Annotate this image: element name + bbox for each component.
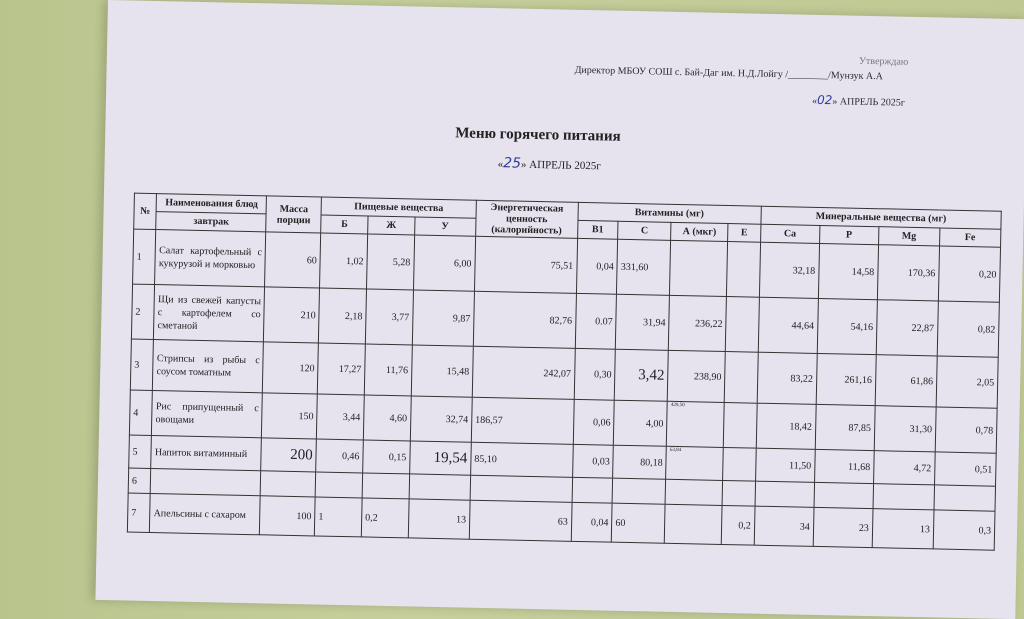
fat-cell: 0,2 bbox=[361, 498, 409, 538]
protein-cell: 2,18 bbox=[319, 288, 367, 344]
energy-cell: 63 bbox=[469, 500, 572, 541]
fe-cell: 2,05 bbox=[936, 356, 998, 408]
row-num: 7 bbox=[127, 493, 150, 532]
approve-date-prefix: « bbox=[811, 95, 818, 107]
c-cell bbox=[612, 478, 665, 504]
c-cell: 4,00 bbox=[614, 400, 668, 446]
mg-cell: 170,36 bbox=[877, 245, 939, 301]
e-cell bbox=[722, 480, 755, 506]
mg-cell: 13 bbox=[872, 509, 934, 549]
approve-date-suffix: » АПРЕЛЬ 2025г bbox=[832, 96, 906, 109]
header-mg: Mg bbox=[878, 227, 939, 246]
header-fe: Fe bbox=[939, 228, 1001, 247]
energy-cell: 75,51 bbox=[474, 236, 577, 293]
a-cell: 63,84 bbox=[666, 446, 724, 480]
menu-date bbox=[498, 155, 602, 173]
mg-cell bbox=[873, 484, 935, 510]
row-num: 5 bbox=[129, 435, 152, 468]
menu-document bbox=[95, 0, 1024, 619]
approve-date-handwritten: 02 bbox=[816, 92, 833, 108]
mass-cell bbox=[260, 471, 315, 497]
c-cell: 80,18 bbox=[613, 445, 667, 479]
ca-cell: 34 bbox=[754, 506, 814, 546]
e-cell bbox=[724, 352, 758, 404]
row-num: 4 bbox=[129, 390, 152, 435]
director-line: Директор МБОУ СОШ с. Бай-Даг им. Н.Д.Лойгу /________/Мунзук А.А bbox=[574, 64, 884, 83]
approve-word: Утверждаю bbox=[858, 55, 909, 68]
row-num: 1 bbox=[133, 229, 157, 284]
b1-cell: 0,04 bbox=[571, 502, 612, 542]
mass-cell: 210 bbox=[264, 287, 320, 343]
dish-name: Стрипсы из рыбы с соусом томатным bbox=[153, 340, 264, 393]
mg-cell: 4,72 bbox=[873, 451, 935, 485]
b1-cell: 0,03 bbox=[572, 444, 613, 478]
header-vitamins: Витамины (мг) bbox=[578, 202, 761, 224]
carb-cell: 9,87 bbox=[412, 290, 474, 346]
header-nutrients: Пищевые вещества bbox=[321, 197, 476, 218]
a-cell: 429,50 bbox=[666, 401, 724, 447]
header-mass: Масса порции bbox=[266, 196, 322, 233]
header-e: E bbox=[728, 224, 761, 243]
p-cell: 11,68 bbox=[814, 449, 874, 483]
fat-cell bbox=[362, 473, 409, 499]
energy-cell: 242,07 bbox=[472, 346, 575, 399]
protein-cell: 1 bbox=[315, 497, 363, 537]
c-cell: 3,42 bbox=[615, 349, 669, 401]
fat-cell: 4,60 bbox=[363, 395, 411, 441]
fe-cell bbox=[934, 485, 996, 511]
dish-name: Напиток витаминный bbox=[151, 436, 262, 471]
c-cell: 31,94 bbox=[616, 294, 670, 350]
c-cell: 331,60 bbox=[617, 239, 671, 295]
protein-cell: 3,44 bbox=[317, 394, 365, 440]
mass-cell: 60 bbox=[265, 232, 321, 288]
b1-cell bbox=[572, 477, 613, 503]
ca-cell: 83,22 bbox=[757, 352, 817, 404]
header-zh: Ж bbox=[368, 216, 415, 235]
header-energy: Энергетическая ценность (калорийность) bbox=[476, 200, 578, 238]
carb-cell: 13 bbox=[408, 499, 470, 539]
b1-cell: 0.07 bbox=[575, 293, 617, 349]
row-num: 6 bbox=[128, 468, 151, 493]
header-meal: завтрак bbox=[156, 212, 266, 232]
energy-cell: 85,10 bbox=[471, 442, 573, 477]
c-cell: 60 bbox=[612, 503, 666, 543]
header-u: У bbox=[414, 217, 475, 236]
menu-table bbox=[127, 193, 1002, 551]
menu-date-handwritten: 25 bbox=[502, 155, 522, 172]
energy-cell bbox=[470, 475, 572, 502]
fat-cell: 11,76 bbox=[364, 344, 412, 396]
header-b: Б bbox=[321, 215, 368, 234]
p-cell: 23 bbox=[813, 507, 873, 547]
header-p: P bbox=[819, 225, 878, 244]
protein-cell: 0,46 bbox=[316, 439, 363, 473]
carb-cell: 6,00 bbox=[413, 235, 475, 291]
mass-cell: 150 bbox=[262, 393, 318, 439]
carb-cell: 19,54 bbox=[409, 441, 471, 475]
e-cell bbox=[723, 447, 756, 481]
a-cell bbox=[664, 504, 722, 544]
protein-cell bbox=[315, 472, 362, 498]
header-a: А (мкг) bbox=[671, 222, 728, 241]
header-ca: Ca bbox=[760, 224, 819, 243]
a-cell: 238,90 bbox=[667, 350, 725, 402]
fe-cell: 0,82 bbox=[937, 301, 999, 357]
dish-name: Салат картофельный с кукурузой и морковью bbox=[155, 230, 266, 287]
energy-cell: 186,57 bbox=[471, 397, 574, 444]
a-cell: 236,22 bbox=[669, 295, 727, 351]
dish-name: Рис припущенный с овощами bbox=[152, 391, 263, 438]
ca-cell: 18,42 bbox=[756, 403, 816, 449]
fat-cell: 3,77 bbox=[365, 289, 413, 345]
protein-cell: 1,02 bbox=[320, 233, 368, 289]
p-cell: 14,58 bbox=[818, 243, 878, 299]
carb-cell bbox=[409, 474, 471, 500]
mass-cell: 200 bbox=[261, 438, 317, 472]
e-cell bbox=[725, 297, 759, 353]
dish-name: Щи из свежей капусты с картофелем со сметаной bbox=[154, 285, 265, 342]
fat-cell: 5,28 bbox=[367, 234, 415, 290]
header-name: Наименования блюд bbox=[156, 194, 266, 214]
fe-cell: 0,51 bbox=[934, 452, 996, 486]
mass-cell: 120 bbox=[263, 342, 319, 394]
fe-cell: 0,78 bbox=[935, 407, 997, 453]
mg-cell: 61,86 bbox=[875, 355, 937, 407]
ca-cell bbox=[755, 481, 815, 507]
a-cell bbox=[670, 240, 728, 296]
p-cell bbox=[814, 482, 874, 508]
fe-cell: 0,3 bbox=[933, 510, 995, 550]
b1-cell: 0,04 bbox=[576, 238, 618, 294]
e-cell bbox=[723, 402, 756, 448]
header-b1: B1 bbox=[577, 220, 618, 239]
ca-cell: 11,50 bbox=[755, 448, 815, 482]
row-num: 3 bbox=[130, 339, 153, 390]
page-title: Меню горячего питания bbox=[455, 125, 621, 145]
energy-cell: 82,76 bbox=[473, 291, 576, 348]
fat-cell: 0,15 bbox=[363, 440, 410, 474]
menu-date-suffix: » АПРЕЛЬ 2025г bbox=[520, 158, 601, 173]
ca-cell: 32,18 bbox=[759, 242, 819, 298]
protein-cell: 17,27 bbox=[317, 343, 365, 395]
menu-date-prefix: « bbox=[497, 158, 504, 171]
mass-cell: 100 bbox=[260, 496, 316, 536]
e-cell: 0,2 bbox=[721, 505, 754, 545]
carb-cell: 32,74 bbox=[410, 396, 472, 442]
row-num: 2 bbox=[131, 284, 155, 339]
mg-cell: 22,87 bbox=[876, 300, 938, 356]
p-cell: 87,85 bbox=[815, 404, 875, 450]
fe-cell: 0,20 bbox=[938, 246, 1000, 302]
dish-name: Апельсины с сахаром bbox=[150, 493, 261, 534]
b1-cell: 0,30 bbox=[574, 348, 616, 400]
p-cell: 54,16 bbox=[817, 298, 877, 354]
mg-cell: 31,30 bbox=[874, 406, 936, 452]
p-cell: 261,16 bbox=[816, 353, 876, 405]
header-minerals: Минеральные вещества (мг) bbox=[761, 206, 1002, 229]
carb-cell: 15,48 bbox=[411, 345, 473, 397]
b1-cell: 0,06 bbox=[573, 399, 615, 445]
a-cell bbox=[665, 479, 722, 505]
dish-name bbox=[151, 469, 261, 496]
header-num: № bbox=[134, 193, 157, 229]
ca-cell: 44,64 bbox=[758, 297, 818, 353]
approve-date bbox=[812, 93, 905, 109]
header-c: C bbox=[618, 221, 671, 240]
e-cell bbox=[727, 242, 761, 298]
